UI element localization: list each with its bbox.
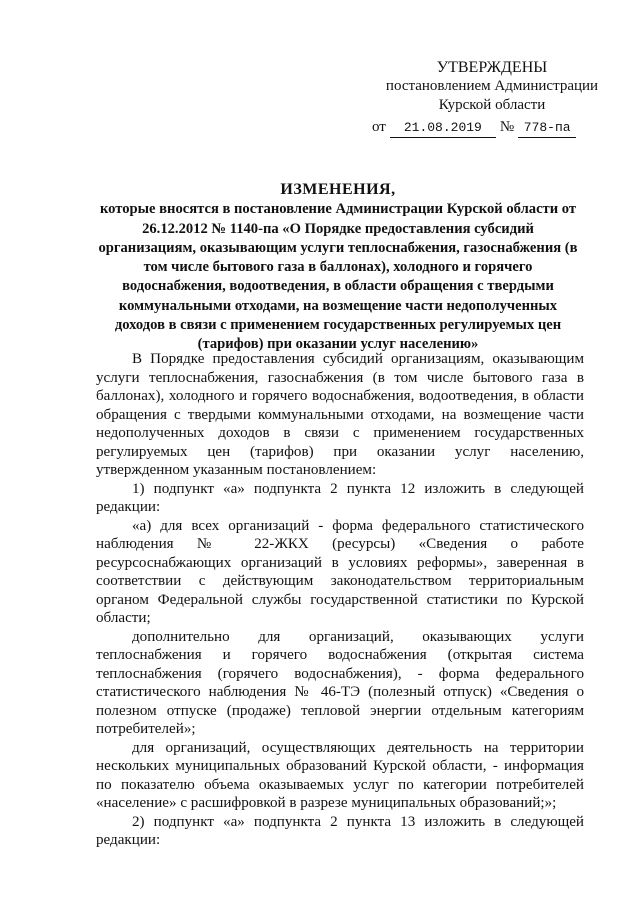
- approval-stamp: УТВЕРЖДЕНЫ: [436, 59, 548, 76]
- paragraph-item-1: 1) подпункт «а» подпункта 2 пункта 12 изложить в следующей редакции:: [96, 480, 584, 515]
- approval-date-row: [372, 118, 612, 138]
- title-main: ИЗМЕНЕНИЯ,: [280, 181, 396, 198]
- approval-line-2: Курской области: [438, 97, 546, 113]
- paragraph-additional: дополнительно для организаций, оказывающих услуги теплоснабжения и горячего водоснабжения (открытая система теплоснабжения (горячего водоснабжения), - форма федерального статистического наблюдения № 46-ТЭ (полезный отпуск) «Сведения о полезном отпуске (продаже) тепловой энергии отдельным категориям потребителей»;: [96, 628, 584, 737]
- number-label: №: [499, 119, 515, 135]
- from-label: от: [372, 119, 386, 135]
- paragraph-intro: В Порядке предоставления субсидий организациям, оказывающим услуги теплоснабжения, газоснабжения (в том числе бытового газа в баллонах), холодного и горячего водоснабжения, водоотведения, в области обращения с твердыми коммунальными отходами, на возмещение части недополученных доходов в связи с применением государственных регулируемых цен (тарифов) при оказании услуг населению, утвержденном указанным постановлением:: [96, 351, 584, 478]
- paragraph-item-2: 2) подпункт «а» подпункта 2 пункта 13 изложить в следующей редакции:: [96, 813, 584, 848]
- approval-line-1: постановлением Администрации: [385, 78, 599, 94]
- approval-number: 778-па: [518, 118, 576, 138]
- approval-date: 21.08.2019: [390, 118, 496, 138]
- paragraph-municipal: для организаций, осуществляющих деятельность на территории нескольких муниципальных образований Курской области, - информация по показателю объема оказываемых услуг по категории потребителей «население» с расшифровкой в разрезе муниципальных образований;»;: [96, 739, 584, 811]
- document-body: [96, 350, 584, 850]
- document-title: [96, 180, 580, 355]
- paragraph-item-1a: «а) для всех организаций - форма федерального статистического наблюдения № 22-ЖКХ (ресурсы) «Сведения о работе ресурсоснабжающих организаций в условиях реформы», заверенная в соответствии с действующим законодательством территориальным органом Федеральной службы государственной статистики по Курской области;: [96, 517, 584, 626]
- approval-block: [372, 58, 612, 138]
- title-subtitle: которые вносятся в постановление Администрации Курской области от 26.12.2012 № 1140-па «О Порядке предоставления субсидий организациям, оказывающим услуги теплоснабжения, газоснабжения (в том числе бытового газа в баллонах), холодного и горячего водоснабжения, водоотведения, в области обращения с твердыми коммунальными отходами, на возмещение части недополученных доходов в связи с применением государственных регулируемых цен (тарифов) при оказании услуг населению»: [98, 201, 578, 353]
